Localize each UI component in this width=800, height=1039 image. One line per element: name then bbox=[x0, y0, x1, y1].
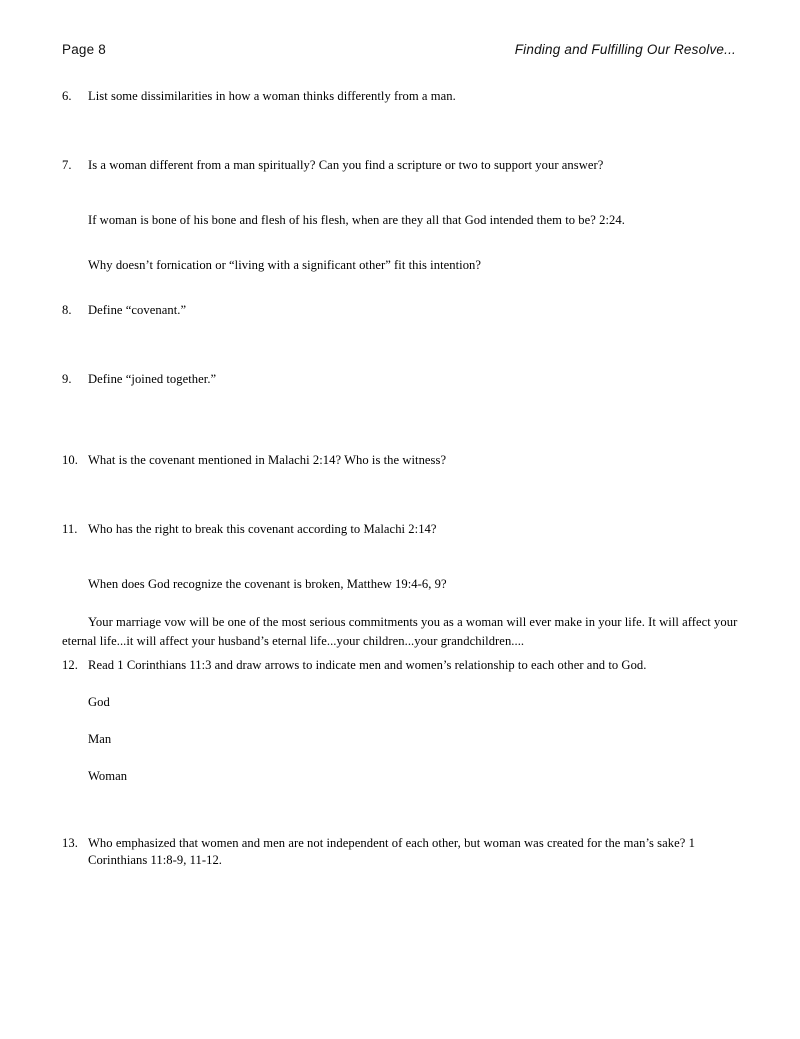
answer-space bbox=[62, 105, 738, 157]
answer-space bbox=[62, 388, 738, 440]
answer-space bbox=[62, 319, 738, 371]
answer-space bbox=[62, 440, 738, 452]
answer-space bbox=[62, 538, 738, 576]
question-text: List some dissimilarities in how a woman thinks differently from a man. bbox=[88, 89, 456, 103]
answer-space bbox=[62, 823, 738, 835]
question-text: Is a woman different from a man spiritually? Can you find a scripture or two to support your answer? bbox=[88, 158, 604, 172]
answer-space bbox=[62, 229, 738, 257]
sub-paragraph-q11-a: When does God recognize the covenant is broken, Matthew 19:4-6, 9? bbox=[88, 577, 447, 591]
document-title: Finding and Fulfilling Our Resolve... bbox=[514, 42, 736, 57]
question-text: What is the covenant mentioned in Malachi 2:14? Who is the witness? bbox=[88, 453, 447, 467]
question-item-7 bbox=[62, 157, 738, 174]
answer-space bbox=[62, 174, 738, 212]
marriage-vow-paragraph: Your marriage vow will be one of the most serious commitments you as a woman will ever make in your life. It will affect your eternal life...it will affect your husband’s eternal life...your children...your grandchildren.... bbox=[62, 615, 738, 648]
answer-space bbox=[62, 674, 738, 694]
diagram-label-man: Man bbox=[88, 732, 112, 746]
question-number: 6. bbox=[62, 89, 72, 103]
question-item-6 bbox=[62, 88, 738, 105]
page-number-label: Page 8 bbox=[62, 42, 106, 57]
question-number: 11. bbox=[62, 522, 78, 536]
question-item-13 bbox=[62, 835, 738, 869]
question-item-11 bbox=[62, 521, 738, 538]
document-body bbox=[62, 88, 738, 869]
question-text: Who emphasized that women and men are not independent of each other, but woman was created for the man’s sake? 1 Corinthians 11:8-9, 11-12. bbox=[88, 836, 695, 867]
answer-space bbox=[62, 711, 738, 731]
question-number: 12. bbox=[62, 658, 78, 672]
question-number: 7. bbox=[62, 158, 72, 172]
diagram-label-god: God bbox=[88, 695, 110, 709]
question-item-8 bbox=[62, 302, 738, 319]
page-running-header bbox=[62, 42, 736, 64]
sub-paragraph-q7-a: If woman is bone of his bone and flesh of his flesh, when are they all that God intended them to be? 2:24. bbox=[88, 213, 625, 227]
question-text: Who has the right to break this covenant according to Malachi 2:14? bbox=[88, 522, 437, 536]
question-item-9 bbox=[62, 371, 738, 388]
question-text: Define “joined together.” bbox=[88, 372, 217, 386]
answer-space bbox=[62, 274, 738, 302]
answer-space bbox=[62, 748, 738, 768]
question-number: 9. bbox=[62, 372, 72, 386]
sub-paragraph-q7-b: Why doesn’t fornication or “living with a significant other” fit this intention? bbox=[88, 258, 482, 272]
question-item-12 bbox=[62, 657, 738, 674]
question-number: 13. bbox=[62, 836, 78, 850]
diagram-label-woman: Woman bbox=[88, 769, 128, 783]
question-text: Read 1 Corinthians 11:3 and draw arrows to indicate men and women’s relationship to each other and to God. bbox=[88, 658, 647, 672]
question-item-10 bbox=[62, 452, 738, 469]
question-number: 8. bbox=[62, 303, 72, 317]
answer-space bbox=[62, 593, 738, 613]
answer-space bbox=[62, 785, 738, 823]
answer-space bbox=[62, 469, 738, 521]
question-number: 10. bbox=[62, 453, 78, 467]
question-text: Define “covenant.” bbox=[88, 303, 187, 317]
